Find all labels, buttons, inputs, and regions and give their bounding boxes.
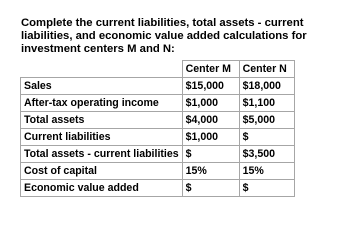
table-row: [21, 78, 295, 95]
instructions-text: [21, 17, 331, 56]
instructions-line-1: Complete the current liabilities, total assets - current: [21, 17, 304, 29]
header-center-m: Center M: [182, 61, 239, 78]
row-label: Sales: [21, 78, 183, 95]
center-m-value: $1,000: [182, 95, 239, 112]
row-label: Total assets - current liabilities: [21, 146, 183, 163]
instructions-line-3: investment centers M and N:: [21, 43, 175, 55]
row-label: Current liabilities: [21, 129, 183, 146]
center-n-input-cell[interactable]: $: [239, 129, 294, 146]
center-m-value: $15,000: [182, 78, 239, 95]
center-m-value: $1,000: [182, 129, 239, 146]
table-row: [21, 180, 295, 197]
center-n-value: $18,000: [239, 78, 294, 95]
table-row: [21, 146, 295, 163]
center-n-value: $3,500: [239, 146, 294, 163]
row-label: Total assets: [21, 112, 183, 129]
header-center-n: Center N: [239, 61, 294, 78]
instructions-line-2: liabilities, and economic value added calculations for: [21, 30, 307, 42]
center-n-value: 15%: [239, 163, 294, 180]
header-blank-cell: [21, 61, 183, 78]
row-label: Economic value added: [21, 180, 183, 197]
center-n-input-cell[interactable]: $: [239, 180, 294, 197]
center-m-value: 15%: [182, 163, 239, 180]
table-row: [21, 129, 295, 146]
table-row: [21, 163, 295, 180]
row-label: After-tax operating income: [21, 95, 183, 112]
row-label: Cost of capital: [21, 163, 183, 180]
center-m-input-cell[interactable]: $: [182, 146, 239, 163]
investment-centers-table: [20, 60, 295, 197]
table-row: [21, 95, 295, 112]
center-n-value: $5,000: [239, 112, 294, 129]
center-n-value: $1,100: [239, 95, 294, 112]
table-header-row: [21, 61, 295, 78]
table-row: [21, 112, 295, 129]
center-m-input-cell[interactable]: $: [182, 180, 239, 197]
center-m-value: $4,000: [182, 112, 239, 129]
